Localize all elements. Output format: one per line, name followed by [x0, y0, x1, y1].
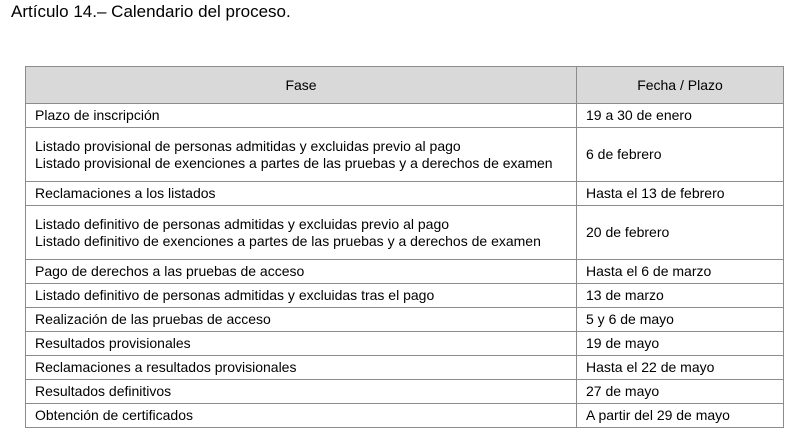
- process-calendar-table: [25, 66, 784, 428]
- table-row: [26, 404, 784, 428]
- phase-cell: [26, 128, 577, 182]
- date-cell: Hasta el 6 de marzo: [577, 260, 784, 284]
- table-row: [26, 332, 784, 356]
- phase-text: Obtención de certificados: [35, 407, 193, 423]
- column-header-date: Fecha / Plazo: [577, 67, 784, 104]
- table-row: [26, 380, 784, 404]
- phase-text: Reclamaciones a los listados: [35, 185, 216, 201]
- phase-text: Listado definitivo de personas admitidas y excluidas tras el pago: [35, 287, 435, 303]
- phase-cell: [26, 104, 577, 128]
- phase-cell: [26, 308, 577, 332]
- date-cell: Hasta el 22 de mayo: [577, 356, 784, 380]
- phase-cell: [26, 404, 577, 428]
- phase-cell: [26, 182, 577, 206]
- table-row: [26, 284, 784, 308]
- phase-text: Listado provisional de personas admitidas y excluidas previo al pago: [35, 137, 461, 154]
- phase-cell: [26, 260, 577, 284]
- column-header-phase: Fase: [26, 67, 577, 104]
- table-row: [26, 308, 784, 332]
- phase-text: Pago de derechos a las pruebas de acceso: [35, 263, 305, 279]
- date-cell: 13 de marzo: [577, 284, 784, 308]
- phase-text: Listado provisional de exenciones a partes de las pruebas y a derechos de examen: [35, 154, 553, 171]
- table-row: [26, 128, 784, 182]
- date-cell: 6 de febrero: [577, 128, 784, 182]
- date-cell: 5 y 6 de mayo: [577, 308, 784, 332]
- table-header-row: [26, 67, 784, 104]
- table-row: [26, 182, 784, 206]
- phase-cell: [26, 356, 577, 380]
- date-cell: Hasta el 13 de febrero: [577, 182, 784, 206]
- date-cell: 27 de mayo: [577, 380, 784, 404]
- phase-cell: [26, 380, 577, 404]
- table-row: [26, 260, 784, 284]
- phase-cell: [26, 284, 577, 308]
- phase-cell: [26, 332, 577, 356]
- phase-cell: [26, 206, 577, 260]
- phase-text: Resultados definitivos: [35, 383, 172, 399]
- phase-text: Realización de las pruebas de acceso: [35, 311, 271, 327]
- phase-text: Reclamaciones a resultados provisionales: [35, 359, 297, 375]
- article-heading: Artículo 14.– Calendario del proceso.: [11, 2, 291, 21]
- date-cell: 20 de febrero: [577, 206, 784, 260]
- table-row: [26, 356, 784, 380]
- table-row: [26, 206, 784, 260]
- phase-text: Resultados provisionales: [35, 335, 191, 351]
- phase-text: Listado definitivo de exenciones a partes de las pruebas y a derechos de examen: [35, 232, 541, 249]
- table-row: [26, 104, 784, 128]
- date-cell: A partir del 29 de mayo: [577, 404, 784, 428]
- date-cell: 19 a 30 de enero: [577, 104, 784, 128]
- phase-text: Listado definitivo de personas admitidas y excluidas previo al pago: [35, 215, 450, 232]
- date-cell: 19 de mayo: [577, 332, 784, 356]
- phase-text: Plazo de inscripción: [35, 107, 160, 123]
